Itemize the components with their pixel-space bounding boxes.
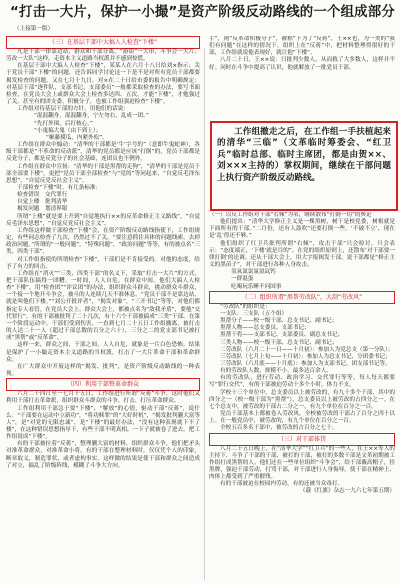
section-heading-4: （四）利用干部整革命群众: [6, 378, 200, 391]
paragraph: 工作组在群众中宣扬：“清华的干部是黑帮的走狗”，“清华的干部是党员干部全部要下楼”，更把“党员干部全部检查”与“党的”等同起来，“自觉反毛泽东思想”，“自觉反党反社会主义”。: [6, 163, 200, 184]
quote-line: “小鬼搞大鬼（由下到上）；: [34, 127, 102, 134]
section-heading-3: （三）在基层干部中大搞人人检查“下楼”: [6, 36, 200, 49]
sub-heading: （一）以反工作组对干部“右倾”为名，继续散布“打倒一切”的舆论: [209, 212, 372, 218]
paragraph: “劳改队”的组织是：: [220, 303, 271, 310]
list-item: 黑帮分子——校一级干部、总支书记、副书记；: [220, 318, 338, 325]
right-column-top: [209, 36, 395, 114]
paragraph: 六月二十四日至一七月十五日，工作组进行所谓“反蒋”斗争，这时他们又利用干部打击革命派，组织群众斗群众的斗争，打击、打压革命群众。: [6, 391, 200, 405]
paragraph: 有的干部被迫在校园内劳动，有的还被当众毒打。: [220, 481, 344, 488]
quote-line: “先打外围，后打核心。”: [34, 120, 93, 127]
paragraph: 一支队：三支队（五个组）: [220, 310, 288, 317]
paragraph: 工作组在群众中煽动：“清华的干部都是‘牛’字号的”（意即牛鬼蛇神），各级干部都是“不革命的反动派”，清华的党员都是应该“打倒”的，党员干部都是反党分子，都是反党分子的社会基础，连团员也不例外。: [6, 142, 200, 163]
paragraph: 干部检查“下楼”时，有几条标准：: [17, 184, 102, 191]
paragraph: 八月二十日，王××说：只批判少数人，从而救了大多数人，这样并不好。同时在斗争中提高了认识，他就解放了一批党员干部。: [209, 57, 395, 71]
right-column-bottom: [209, 212, 395, 580]
left-column: [6, 36, 200, 581]
paragraph: 在广大群众中开展这样的“揭发、批判”，是资产阶级反动路线的一种表现。: [6, 363, 200, 378]
callout-box: [210, 121, 398, 211]
list-item: 黑帮人物——总支委员、支部书记；: [220, 325, 310, 332]
paragraph: 三类人物——校一级干部、总支书记、副书记；: [220, 339, 338, 346]
paragraph: 学校十三个单位中，总支委员以上被劳改的，有九十多个干部，其中的四分之一（校一级干部为“黑帮”），总支委员以上被劳改的占四分之一。在七个总支中，被劳改的干部占二分之一，有九个单位在百分之一百。: [209, 389, 395, 410]
paragraph: 这样一来，群众之间，干部之间，人人自危，就象是一片白色恐怖。结果是保护了一小撮走资本主义道路的当权派，打击了一大片革命干部和革命群众。: [6, 342, 200, 363]
paragraph: 在基层干部中大搞人人检查“下楼”，某某人在六月十八日给刘×指示；关于党员干部“下楼”的问题，还告诉同学讨论这一下是不是对所有党员干部都要揭发检查的问题。又在七月十九日，对×在二十日给市委的报告中明确规定：对基层干部“逐件队，支部书记，支部委员”一般都采取检查的办法，要写书面检查，在党员大会上或群众大会上检查多达四、五次，才能“下楼”，才勉强过了关。甚至有的团支委、积极分子，也被工作组强迫检查“下楼”。: [6, 63, 200, 106]
paragraph: 他们组织了红卫兵批判所谓“右倾”，攻击干部“只会检讨，只会表示：“态度端正，‘下楼’就是目的”。在党的组织原则上，还散布‘对干部要一律打倒’的论调。还从干部大会上，用大字报揭发干部，说干部都是“修正主义的黑苗子”，对干部进行各种人身攻击。: [209, 240, 395, 269]
paragraph: 有的干部被拉着“反蒋”，整理蒯大富的材料，组织群众斗争，他们把矛头对准革命群众，对准革命小将。有的干部在整理材料时，仅仅凭个人的印象，断章取义，制造罪状，或者虚构事实。这样做的结果是使干部和群众之间造成了对立，搞乱了阶级阵线，模糊了斗争大方向。: [6, 441, 200, 469]
list-item: 黑帮干将——支部书记、支部委员、副总支书记；: [220, 332, 344, 339]
section-heading-2: （二）组织所谓“黑帮劳改队”，大刮“劳改风”: [209, 291, 395, 304]
slogan-line: 一群混蛋: [231, 276, 254, 283]
criteria-line: 自觉上楼 批判清华: [17, 199, 68, 206]
paragraph: 八月二十五日晚上，在“清华大学”“红卫兵”的一些人，在王××等人的主持下，斗争了干部的干部，被打的干部，被打的多数干部是文革初期被工作组打成黑帮的人。他们还在一些单位组织“斗争会”，给干部戴高帽子，挂黑牌，强迫干部劳动，打骂干部，对干部进行人身侮辱。使干部在精神上、肉体上都受到了严重摧残。: [209, 445, 395, 481]
list-item: 二劳改队（六月二十一日——十月初）：参加人为党总支（第一分队）；: [220, 346, 394, 353]
paragraph: 手”，则“反革命积极分子”，被称“下为了“反蒋”，王××也，为一类的“我们有问题”在这样的情况下，组织上在“反蒋”中，把材料整理得很好的干部，工作组就说他表现好，就让他“下楼”。: [209, 36, 395, 57]
paragraph: 工作组这样做干部检查“下楼”会，在资产阶级反动路线指使下，工作组规定，有些同志检查了九次，仍然过不了关。“要注意抓住具体的问题线索，去掉政治问题。”所谓的“一般问题”，“特殊问题”，“政治问题”等等，有的被点名“三类、四类干部”，: [6, 227, 200, 256]
quote-line: “顺藤摸瓜，内紧外松”。: [46, 134, 108, 141]
section-heading-3b: （三）对干部体罚: [209, 433, 395, 446]
column-divider: [204, 48, 205, 580]
paragraph: 工作组在“消灭”“三类、四类干部”的名义下，采取“打击一大片”的方式，把干部队伍搞得一团糟。一时间，人人自危。在群众中间，他们大搞人人检查“下楼”，用“检查团”“评议团”的办法，组织群众斗群众，挑动群众斗群众，一个接一个地开斗争会，被斗的人连续几天不准休息。“党员干部不是靠边站，就是叫他们下楼。”“刘公开批评者”，“揭发对象”，“三开书记”等等，对他们都指定专人看管。在党员大会上、群众大会上，都被点名为“敌我矛盾”，要他“交代罪行”。有的干部被批判了二十几次，有十六个干部被搞成“三类”干部。在第一个阶段运动中，干部们受到伤害，一直到七月二十五日工作组撤离，被打击的人达二十一人（超过干部总数的百分之六十），三分之二的党支部书记被打成“黑帮”或“反革命”。: [6, 270, 200, 342]
paragraph: 工作组利用干部急于要“下楼”，“解放”的心情，驱动干部“反蒋”，说什么：“干部要在运动中立新功”，“将功赎罪”的“大好时机”，“揭发批判蒯大富等人”，是“对党的无限忠诚”，是“下楼”的最好办法，“没有这种表现就下不了楼”，在这种错误思想指导下，有些干部不明真相，一下子就被卷了进去，把工作组说成“下楼”。: [6, 405, 200, 441]
criteria-line: 检查错误 交代罪行: [17, 192, 68, 199]
paragraph: 党员干部基本上都被卷入劳改风，全校被劳改的干部占了百分之四十以上。在一般党员中，被劳改的，有九个单位在百分之一百。: [209, 411, 395, 425]
paragraph: 他们提出：“清华大学修正主义是一棵黑树，树干是校党委，树根就是下面所有的干部。”二月份，还有人鼓吹“还要打倒一些，‘不破不立’，现在是‘乱’得还不够。”: [209, 219, 395, 240]
slogan-line: 吃喝玩乐睡不问国事: [231, 283, 282, 290]
list-item: 三劳改队（六月底——十月底）：参加人为支部书记、团支部书记等。: [220, 360, 391, 367]
paragraph: 工作组对待基层干部的方针，用他们的话说：: [17, 106, 129, 113]
continued-note: （上接第一版）: [14, 26, 54, 32]
criteria-line: 揭发问题 划清界限: [17, 206, 68, 213]
list-item: 三劳改队（七月上旬——十月初）：参加人为总支书记、分团委书记；: [220, 353, 391, 360]
slogan-line: 氢氧氮氯氩氨氙钙: [231, 269, 276, 276]
paragraph: 所谓“上楼”就是要上升到“自觉地执行××的反革命修正主义路线”，“自觉反毛泽东思想”，“自觉反党反社会主义”。: [6, 213, 200, 227]
quote-line: “混混翻身，混混翻身，宁左勿右，乱成一团。”: [34, 113, 149, 120]
paragraph: 有的劳改队人数，规模不小，最多达百余人。: [220, 368, 332, 375]
callout-text: 工作组撤走之后，在工作组一手扶植起来的清华“三临”（文革临时筹委会、“红卫兵”临时总部、临时主席团，都是由贺××、刘×××主持的）掌权期间，继续在干部问题上执行资产阶级反动路线。: [217, 127, 391, 183]
paragraph: 凡是干部一律靠边站，群众和干部分离，“游街”一大串，斗争会一大片，劳改一大队”这样，走资本主义道路当权派并不感到惊慌。: [6, 49, 200, 63]
paragraph: 有的劳改队，进行劳动、政治学习、交代罪行等等，每人每天都要写“罪行交代”，有的干部被迫劳动十多个小时，体力不支。: [209, 375, 395, 389]
source-note: （载《红旗》杂志一九六七年第五期）: [299, 488, 395, 495]
page-title: “打击一大片，保护一小撮”是资产阶级反动路线的一个组成部分: [10, 5, 395, 20]
paragraph: 全校五百多名干部中，被劳改的占百分之七十。: [220, 425, 338, 432]
paragraph: 对工作组指使的所谓检查“下楼”，干部们是不肯接受的。对他的态度，给予了有力的回击。: [6, 256, 200, 270]
